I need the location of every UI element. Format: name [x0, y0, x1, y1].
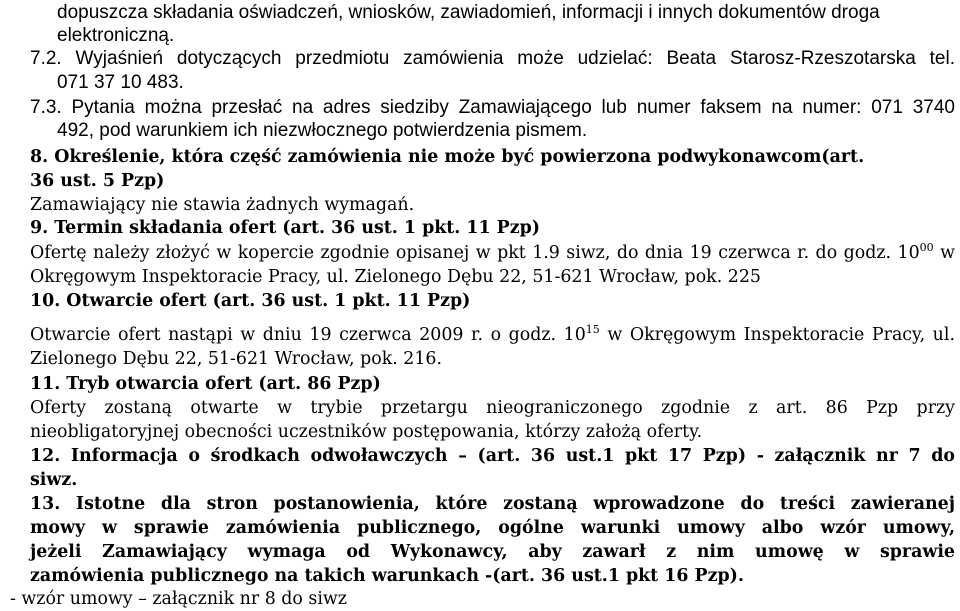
text-line: Zielonego Dębu 22, 51-621 Wrocław, pok. 216.: [30, 349, 443, 369]
section-13-heading-cont: jeżeli Zamawiający wymaga od Wykonawcy, aby zawarł z nim umowę w sprawie: [30, 542, 955, 562]
section-10-heading: 10. Otwarcie ofert (art. 36 ust. 1 pkt. 11 Pzp): [30, 291, 471, 311]
superscript: 00: [919, 241, 934, 255]
text-line: 492, pod warunkiem ich niezwłocznego potwierdzenia pismem.: [57, 120, 588, 141]
text-span: Ofertę należy złożyć w kopercie zgodnie opisanej w pkt 1.9 siwz, do dnia 19 czerwca r. do godz. 10: [30, 243, 920, 263]
section-12-heading: 12. Informacja o środkach odwoławczych – (art. 36 ust.1 pkt 17 Pzp) - załącznik nr 7 do: [30, 446, 955, 466]
text-line: Okręgowym Inspektoracie Pracy, ul. Zielonego Dębu 22, 51-621 Wrocław, pok. 225: [30, 267, 761, 287]
text-span: Otwarcie ofert nastąpi w dniu 19 czerwca 2009 r. o godz. 10: [30, 325, 586, 345]
section-7-3: 7.3. Pytania można przesłać na adres siedziby Zamawiającego lub numer faksem na numer: 071 3740: [30, 97, 955, 118]
section-11-heading: 11. Tryb otwarcia ofert (art. 86 Pzp): [30, 374, 381, 394]
text-line: - wzór umowy – załącznik nr 8 do siwz: [10, 589, 347, 609]
text-line: nieobligatoryjnej obecności uczestników postępowania, którzy założą oferty.: [30, 422, 703, 442]
text-line: Oferty zostaną otwarte w trybie przetargu nieograniczonego zgodnie z art. 86 Pzp przy: [30, 398, 955, 418]
section-7-2: 7.2. Wyjaśnień dotyczących przedmiotu zamówienia może udzielać: Beata Starosz-Rzeszotarska tel.: [30, 48, 955, 69]
text-span: w: [940, 243, 955, 263]
text-line: 071 37 10 483.: [57, 72, 184, 93]
text-line: [30, 241, 955, 265]
section-9-heading: 9. Termin składania ofert (art. 36 ust. 1 pkt. 11 Pzp): [30, 218, 541, 238]
section-13-heading-cont: mowy w sprawie zamówienia publicznego, ogólne warunki umowy albo wzór umowy,: [30, 518, 955, 538]
text-span: w Okręgowym Inspektoracie Pracy, ul.: [607, 325, 955, 345]
text-line: dopuszcza składania oświadczeń, wniosków, zawiadomień, informacji i innych dokumentów droga: [57, 2, 880, 23]
section-13-heading-cont: zamówienia publicznego na takich warunkach -(art. 36 ust.1 pkt 16 Pzp).: [30, 566, 744, 586]
section-12-heading-cont: siwz.: [30, 470, 78, 490]
text-line: elektroniczną.: [57, 25, 175, 46]
superscript: 15: [585, 323, 600, 337]
text-line: Zamawiający nie stawia żadnych wymagań.: [30, 195, 415, 215]
section-8-heading: 8. Określenie, która część zamówienia nie może być powierzona podwykonawcom(art.: [30, 147, 865, 167]
text-line: [30, 323, 955, 347]
section-8-heading-cont: 36 ust. 5 Pzp): [30, 171, 165, 191]
section-13-heading: 13. Istotne dla stron postanowienia, które zostaną wprowadzone do treści zawieranej: [30, 494, 955, 514]
